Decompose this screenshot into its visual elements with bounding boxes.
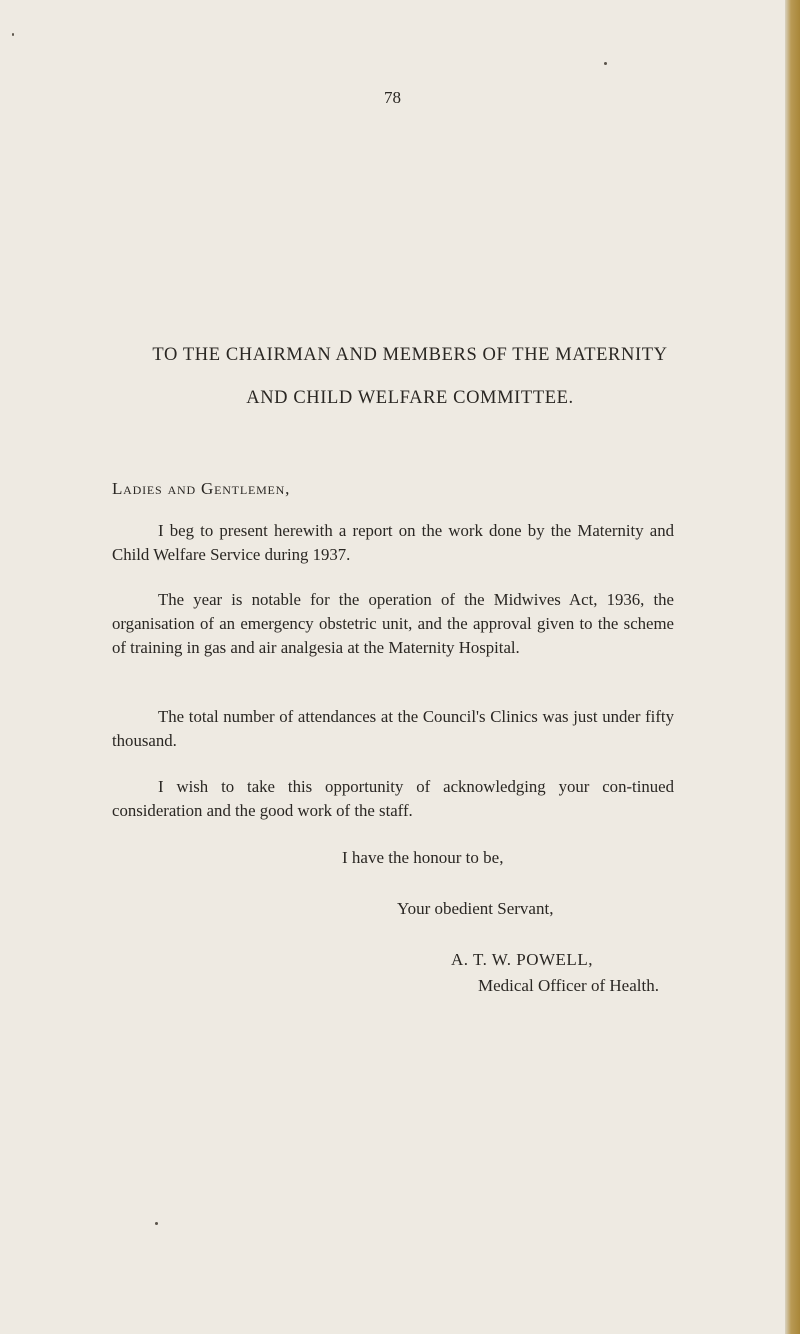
closing-servant: Your obedient Servant, — [397, 899, 554, 918]
closing-honour: I have the honour to be, — [342, 848, 504, 867]
addressee-line-1: TO THE CHAIRMAN AND MEMBERS OF THE MATERNITY — [152, 345, 668, 365]
paragraph-report-intro: I beg to present herewith a report on the work done by the Maternity and Child Welfare Service during 1937. — [112, 521, 674, 564]
paper-speck — [155, 1222, 158, 1225]
paragraph-midwives-act: The year is notable for the operation of the Midwives Act, 1936, the organisation of an emergency obstetric unit, and the approval given to the scheme of training in gas and air analgesia at the Maternity Hospital. — [112, 590, 674, 657]
paragraph-acknowledgement: I wish to take this opportunity of acknowledging your con-tinued consideration and the good work of the staff. — [112, 777, 674, 820]
paragraph-attendances: The total number of attendances at the Council's Clinics was just under fifty thousand. — [112, 707, 674, 750]
signature-title: Medical Officer of Health. — [478, 976, 659, 995]
page-number: 78 — [384, 88, 401, 107]
page-edge — [785, 0, 800, 1334]
salutation: Ladies and Gentlemen, — [112, 479, 291, 498]
paper-speck — [604, 62, 607, 65]
signature-name: A. T. W. POWELL, — [451, 950, 593, 969]
addressee-line-2: AND CHILD WELFARE COMMITTEE. — [246, 388, 574, 408]
paper-speck — [12, 33, 14, 36]
